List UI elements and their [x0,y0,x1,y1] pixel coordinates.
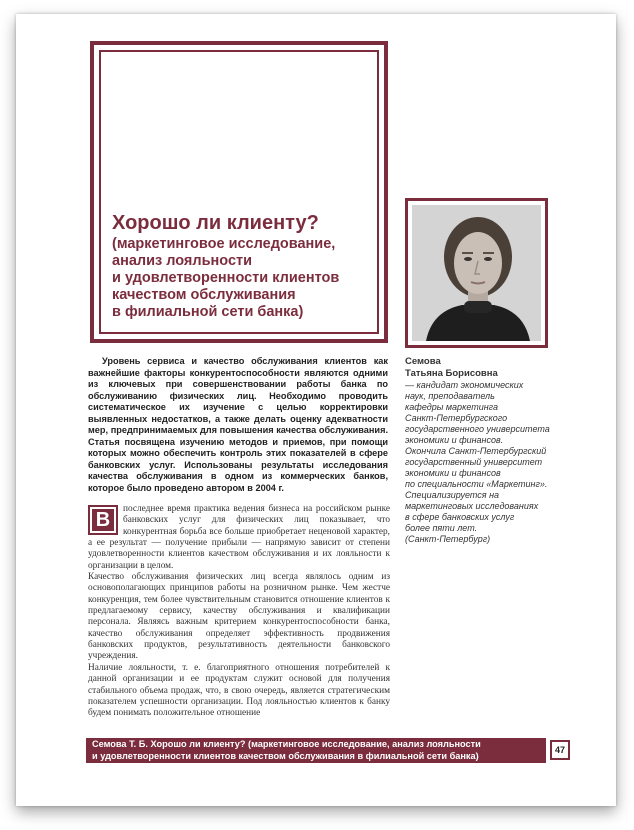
author-name: Семова Татьяна Борисовна [405,356,498,379]
author-photo-frame [405,198,548,348]
article-abstract: Уровень сервиса и качество обслуживания клиентов как важнейшие факторы конкурентоспособности являются одними из ключевых при совершенствовании работы банка по обслуживанию физических лиц. Необходимо проводить систематическое их изучение с целью корректировки выявленных недостатков, а также делать оценку адекватности мер, предпринимаемых для повышения качества обслуживания. Статья посвящена изучению методов и приемов, при помощи которых можно обеспечить контроль этих показателей в сфере банковских услуг. Использованы результаты исследования качества обслуживания в одном из коммерческих банков, которое было проведено автором в 2004 г. [88,356,388,493]
article-subtitle: (маркетинговое исследование, анализ лояльности и удовлетворенности клиентов качеством обслуживания в филиальной сети банка) [112,236,340,320]
footer-citation: Семова Т. Б. Хорошо ли клиенту? (маркетинговое исследование, анализ лояльности и удовлетворенности клиентов качеством обслуживания в филиальной сети банка) [86,738,546,763]
body-paragraph-3: Наличие лояльности, т. е. благоприятного отношения потребителей к данной организации и ее продуктам служит основой для получения стабильного объема продаж, что, в свою очередь, является стратегическим показателем успешности организации. Под лояльностью клиентов к банку будем понимать положительное отношение [88,662,390,719]
author-info [405,356,565,545]
body-paragraph-2: Качество обслуживания физических лиц всегда являлось одним из основополагающих принципов работы на розничном рынке. Чем жестче конкуренция, тем более чувствительным становится отношение клиентов к предлагаемому сервису, качеству обслуживания и квалификации персонала. Являясь важным критерием конкурентоспособности банка, качество обслуживания определяет эффективность продвижения банковских продуктов, результативность деятельности банковского учреждения. [88,572,390,662]
article-body [88,504,390,720]
portrait-photo [412,205,541,341]
dropcap-frame [88,505,118,535]
portrait-illustration [412,205,541,341]
title-frame [90,41,388,343]
dropcap-letter: В [92,509,114,531]
article-title: Хорошо ли клиенту? [112,212,319,234]
page-number: 47 [550,740,570,760]
journal-page [16,14,616,806]
body-paragraph-1: последнее время практика ведения бизнеса на российском рынке банковских услуг для физических лиц показывает, что конкурентная борьба все больше приобретает неценовой характер, а ее результат — получение прибыли — напрямую зависит от степени удовлетворенности клиентов качеством обслуживания и их лояльности к организации в целом. [88,504,390,571]
author-bio: — кандидат экономических наук, преподаватель кафедры маркетинга Санкт-Петербургского государственного университета экономики и финансов. Окончила Санкт-Петербургский государственный университет экономики и финансов по специальности «Маркетинг». Специализируется на маркетинговых исследованиях в сфере банковских услуг более пяти лет. (Санкт-Петербург) [405,380,550,544]
